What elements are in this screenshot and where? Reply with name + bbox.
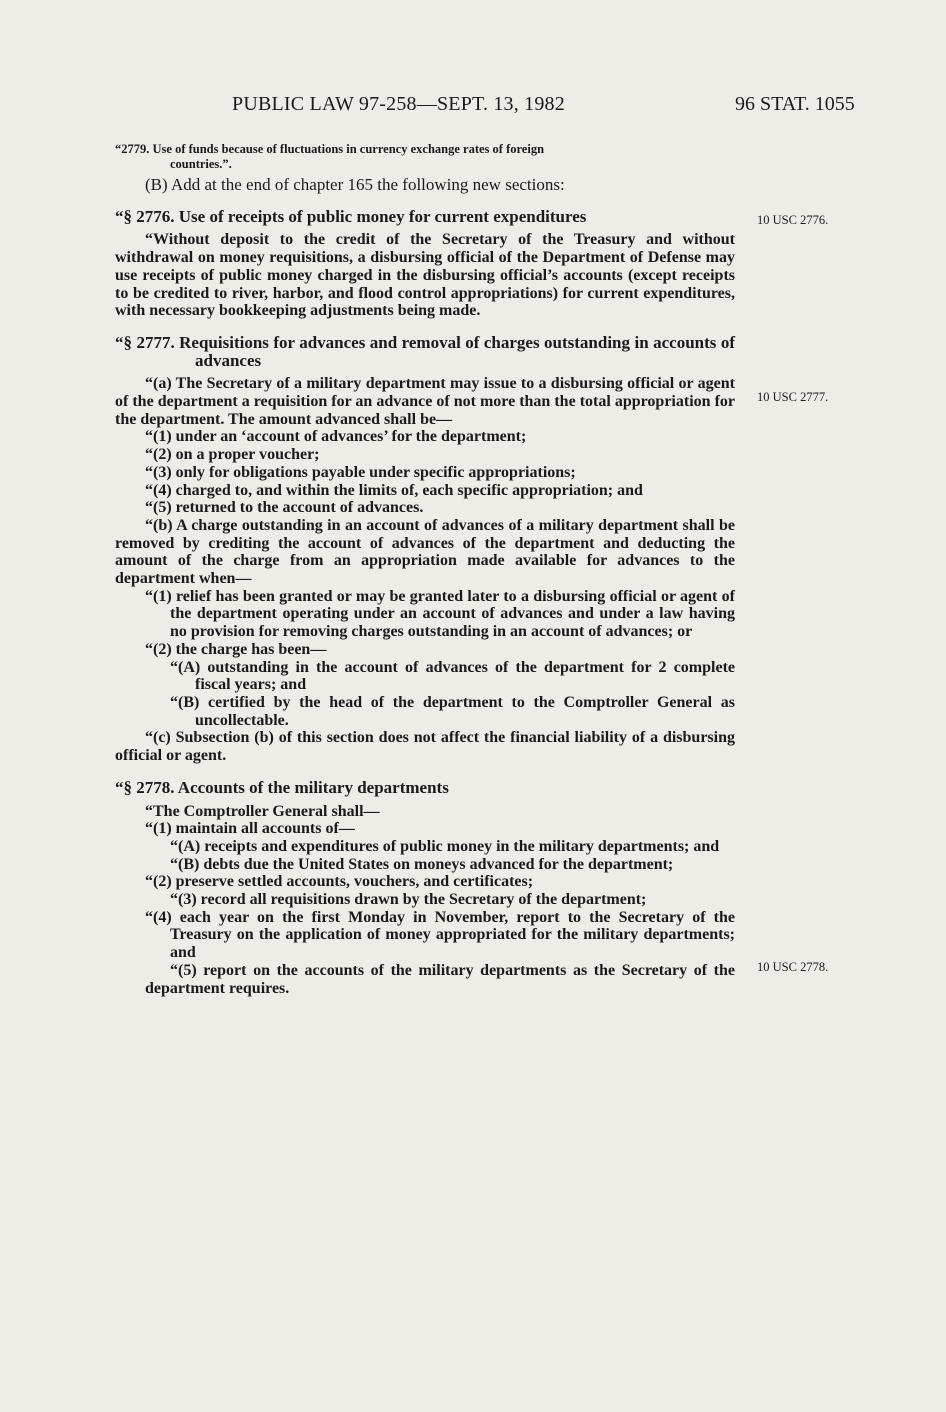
section-2776-text: “Without deposit to the credit of the Secretary of the Treasury and without withdrawal on money requisitions, a disbursing official of the Department of Defense may use receipts of public money charged in the disbursing official’s accounts (except receipts to be credited to river, harbor, and flood control appropriations) for current expenditures, with necessary bookkeeping adjustments being made. [115,231,735,320]
amendment-b: (B) Add at the end of chapter 165 the following new sections: [145,175,565,194]
section-2777-a3: “(3) only for obligations payable under specific appropriations; [145,463,576,481]
section-2777-b2B: “(B) certified by the head of the department to the Comptroller General as uncollectable. [170,693,735,729]
section-2778-4: “(4) each year on the first Monday in November, report to the Secretary of the Treasury on the application of money appropriated for the military departments; and [145,908,735,962]
table-of-sections-item-2779 [115,142,735,171]
section-2777-b2: “(2) the charge has been— [145,640,327,658]
section-2777-a5: “(5) returned to the account of advances. [145,499,424,517]
item-2779-line1: “2779. Use of funds because of fluctuations in currency exchange rates of foreign [115,142,545,156]
section-2778-intro: “The Comptroller General shall— [145,802,380,820]
header-title: PUBLIC LAW 97-258—SEPT. 13, 1982 [232,93,565,115]
section-2777-a: “(a) The Secretary of a military department may issue to a disbursing official or agent of the department a requisition for an advance of not more than the total appropriation for the department. The amount advanced shall be— [115,375,735,428]
section-2778-2: “(2) preserve settled accounts, vouchers, and certificates; [145,873,534,891]
document-body [115,142,735,997]
section-2778-3: “(3) record all requisitions drawn by the Secretary of the department; [170,891,647,909]
section-2778-5: “(5) report on the accounts of the military departments as the Secretary of the department requires. [145,961,735,997]
margin-note-2778: 10 USC 2778. [757,960,829,974]
section-2777-a4: “(4) charged to, and within the limits of, each specific appropriation; and [145,481,643,499]
section-2777-b1: “(1) relief has been granted or may be granted later to a disbursing official or agent of the department operating under an account of advances and under a law having no provision for removing charges outstanding in an account of advances; or [145,587,735,641]
item-2779-line2: countries.”. [170,156,232,171]
section-2778-heading: “§ 2778. Accounts of the military departments [115,777,449,797]
section-2777-heading: “§ 2777. Requisitions for advances and removal of charges outstanding in accounts of advances [115,332,735,370]
section-2777-a2: “(2) on a proper voucher; [145,446,320,464]
margin-note-2776: 10 USC 2776. [757,213,829,227]
section-2778-1: “(1) maintain all accounts of— [145,820,355,838]
section-2777-b2A: “(A) outstanding in the account of advances of the department for 2 complete fiscal years; and [170,658,735,694]
section-2777-a1: “(1) under an ‘account of advances’ for the department; [145,428,527,446]
section-2776-heading: “§ 2776. Use of receipts of public money for current expenditures [115,206,587,226]
margin-note-2777: 10 USC 2777. [757,390,829,404]
header-stat-page: 96 STAT. 1055 [735,93,855,115]
page-header [0,93,946,123]
section-2777-b: “(b) A charge outstanding in an account of advances of a military department shall be removed by crediting the account of advances of the department and deducting the amount of the charge from an appropriation made available for advances to the department when— [115,516,735,588]
section-2777-c: “(c) Subsection (b) of this section does not affect the financial liability of a disbursing official or agent. [115,729,735,765]
section-2778-1B: “(B) debts due the United States on moneys advanced for the department; [170,855,674,873]
section-2778-1A: “(A) receipts and expenditures of public money in the military departments; and [170,837,720,855]
